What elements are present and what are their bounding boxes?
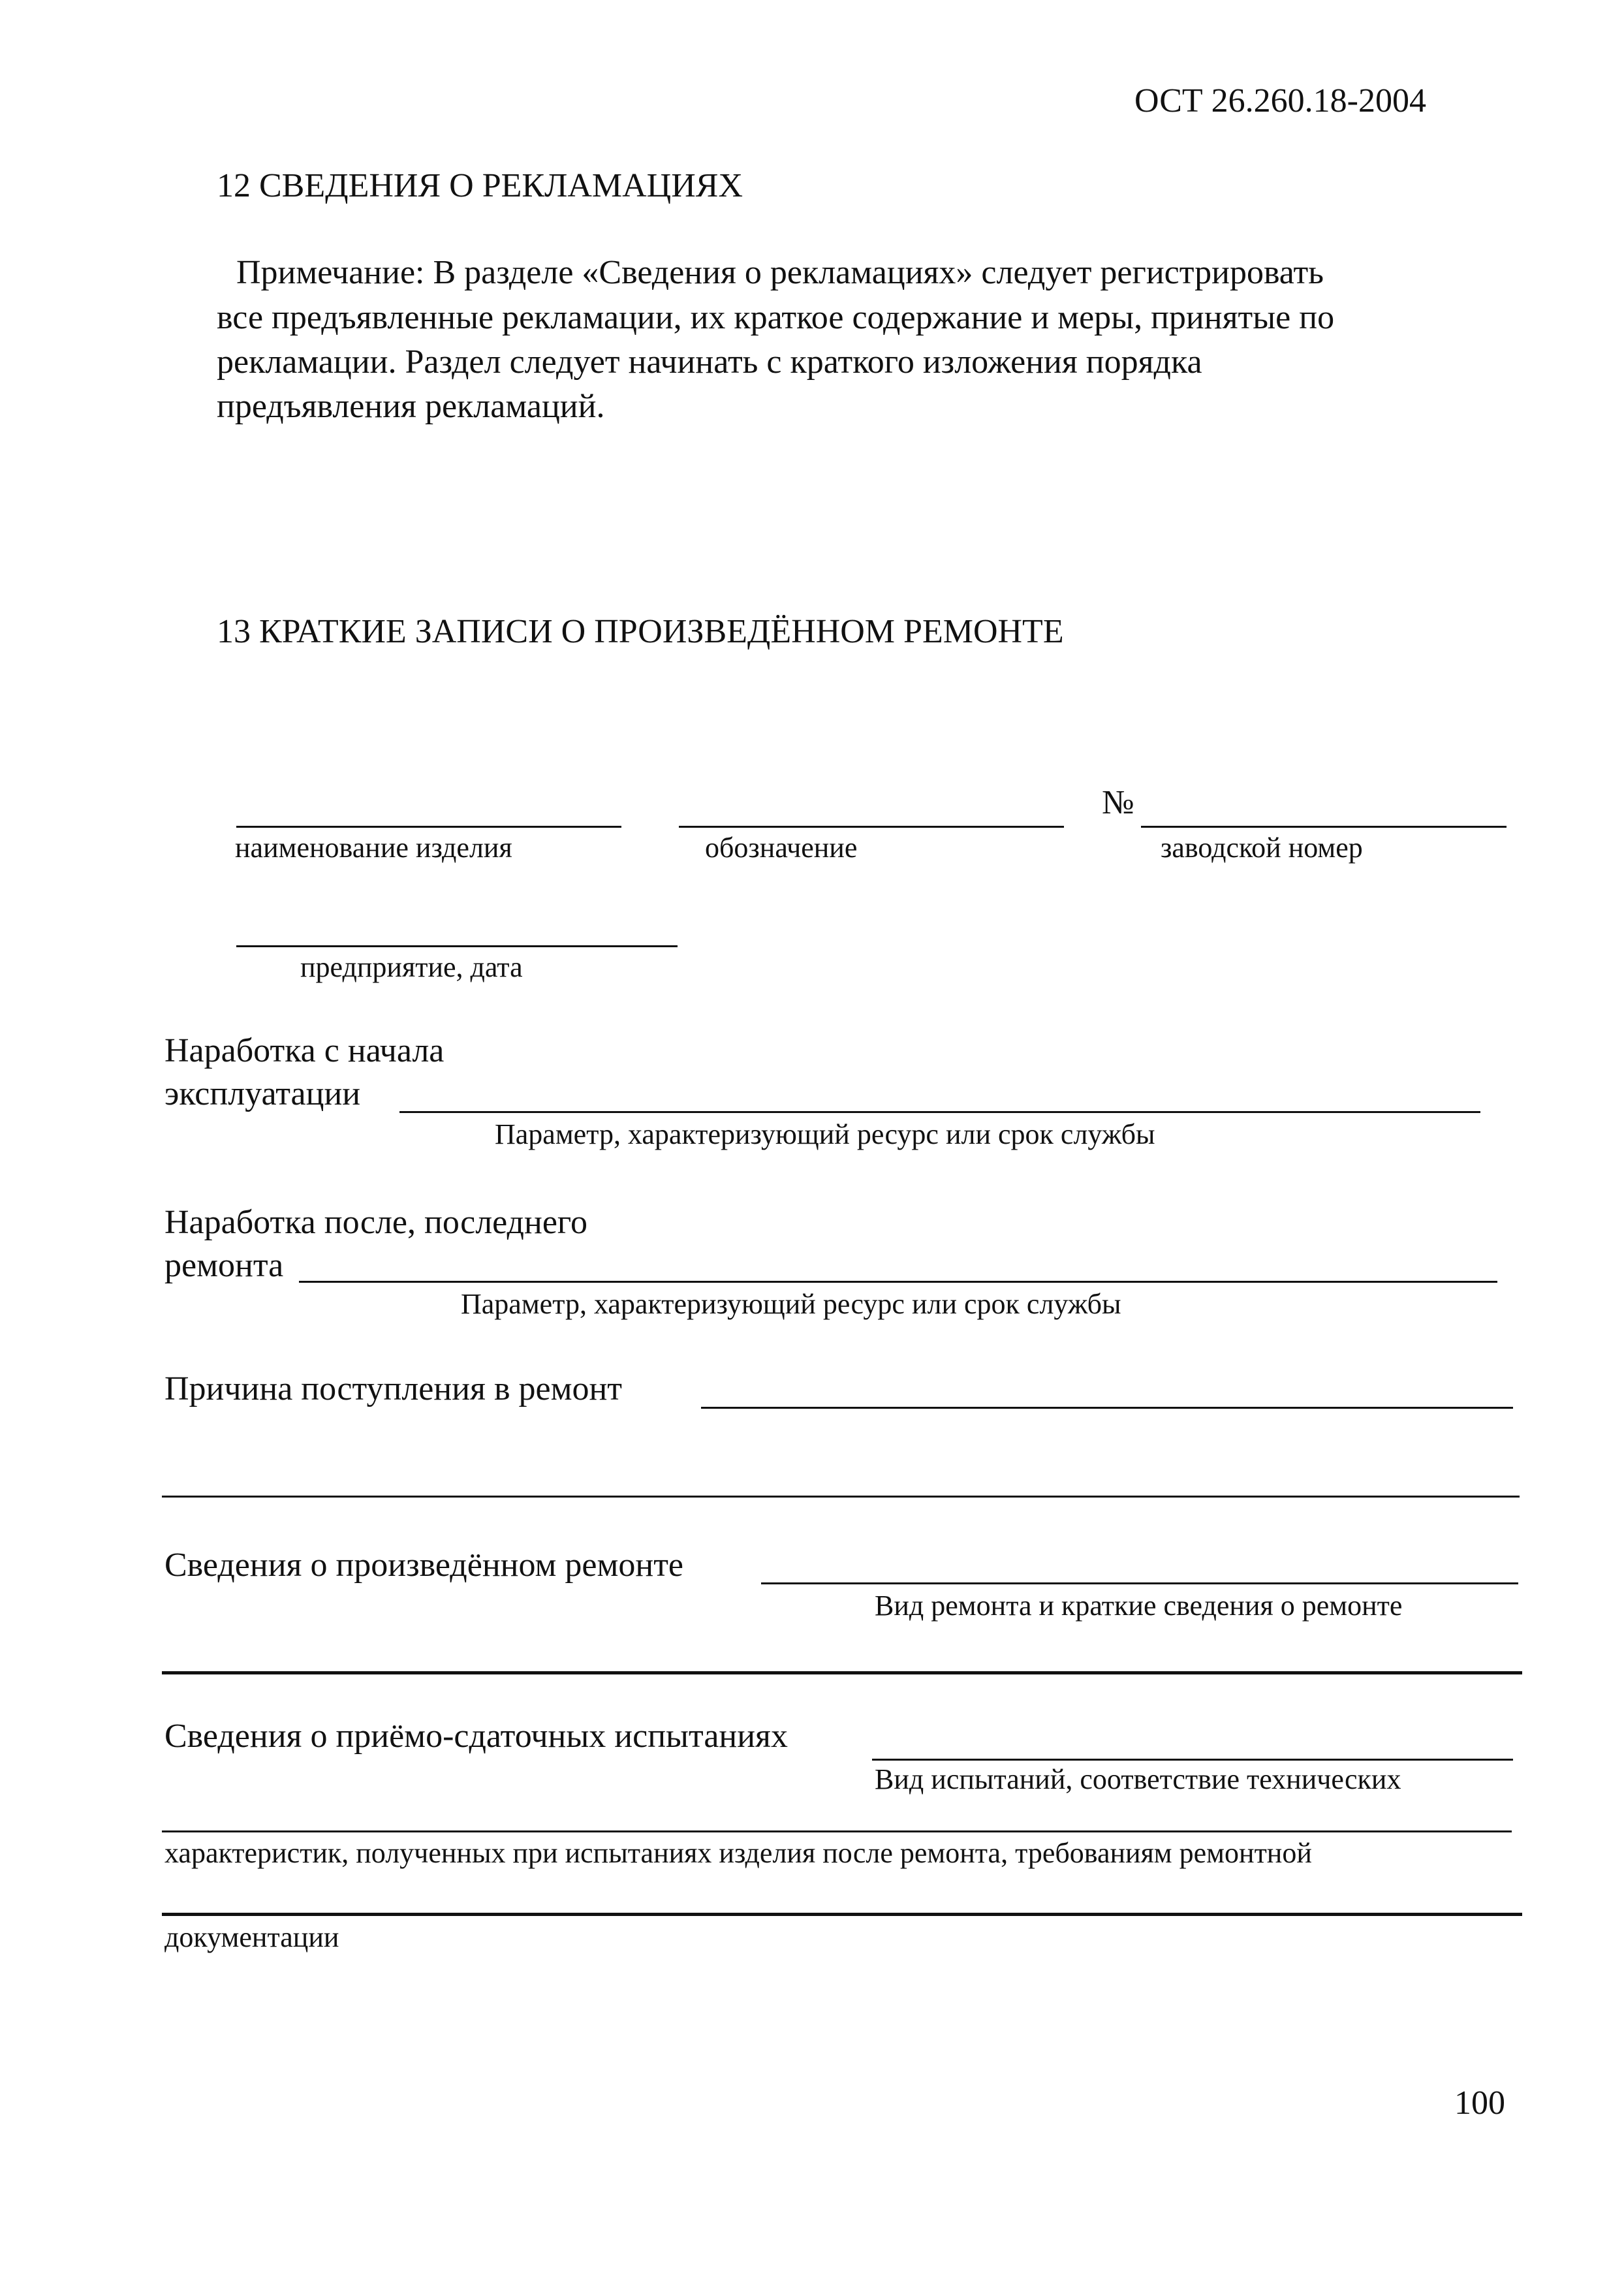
page-number: 100 xyxy=(1454,2084,1505,2122)
product-name-field[interactable] xyxy=(236,826,621,828)
operating-time-after-field[interactable] xyxy=(299,1281,1497,1283)
acceptance-tests-field-3[interactable] xyxy=(162,1913,1522,1916)
repair-reason-field[interactable] xyxy=(701,1407,1513,1409)
acceptance-tests-caption-3: документации xyxy=(164,1921,339,1953)
operating-time-start-field[interactable] xyxy=(399,1111,1480,1113)
operating-time-after-label-2: ремонта xyxy=(164,1247,284,1284)
acceptance-tests-field-2[interactable] xyxy=(162,1830,1512,1832)
note-line-4: предъявления рекламаций. xyxy=(217,388,605,425)
repair-reason-label: Причина поступления в ремонт xyxy=(164,1370,623,1407)
operating-time-after-label-1: Наработка после, последнего xyxy=(164,1204,587,1241)
section-12-title: 12 СВЕДЕНИЯ О РЕКЛАМАЦИЯХ xyxy=(217,167,743,204)
note-line-2: все предъявленные рекламации, их краткое содержание и меры, принятые по xyxy=(217,299,1335,336)
document-code: ОСТ 26.260.18-2004 xyxy=(1134,82,1426,119)
serial-number-field[interactable] xyxy=(1141,826,1507,828)
operating-time-after-caption: Параметр, характеризующий ресурс или срок службы xyxy=(461,1288,1121,1320)
repair-info-caption: Вид ремонта и краткие сведения о ремонте xyxy=(875,1590,1403,1622)
acceptance-tests-label: Сведения о приёмо-сдаточных испытаниях xyxy=(164,1718,788,1755)
designation-field[interactable] xyxy=(679,826,1064,828)
repair-reason-field-extra[interactable] xyxy=(162,1496,1520,1498)
repair-info-field[interactable] xyxy=(761,1582,1518,1584)
designation-caption: обозначение xyxy=(705,832,858,864)
acceptance-tests-field[interactable] xyxy=(872,1759,1513,1761)
enterprise-date-field[interactable] xyxy=(236,945,678,947)
enterprise-date-caption: предприятие, дата xyxy=(300,951,523,983)
operating-time-start-label-1: Наработка с начала xyxy=(164,1032,445,1069)
number-sign: № xyxy=(1102,784,1134,821)
product-name-caption: наименование изделия xyxy=(235,832,512,864)
acceptance-tests-caption-2: характеристик, полученных при испытаниях изделия после ремонта, требованиям ремонтной xyxy=(164,1837,1312,1869)
operating-time-start-caption: Параметр, характеризующий ресурс или срок службы xyxy=(495,1118,1155,1150)
note-line-3: рекламации. Раздел следует начинать с краткого изложения порядка xyxy=(217,343,1202,381)
section-13-title: 13 КРАТКИЕ ЗАПИСИ О ПРОИЗВЕДЁННОМ РЕМОНТЕ xyxy=(217,613,1064,650)
operating-time-start-label-2: эксплуатации xyxy=(164,1075,361,1112)
note-line-1: Примечание: В разделе «Сведения о рекламациях» следует регистрировать xyxy=(236,254,1324,291)
repair-info-label: Сведения о произведённом ремонте xyxy=(164,1547,684,1584)
repair-info-field-extra[interactable] xyxy=(162,1671,1522,1674)
serial-number-caption: заводской номер xyxy=(1161,832,1363,864)
acceptance-tests-caption-1: Вид испытаний, соответствие технических xyxy=(875,1763,1401,1795)
